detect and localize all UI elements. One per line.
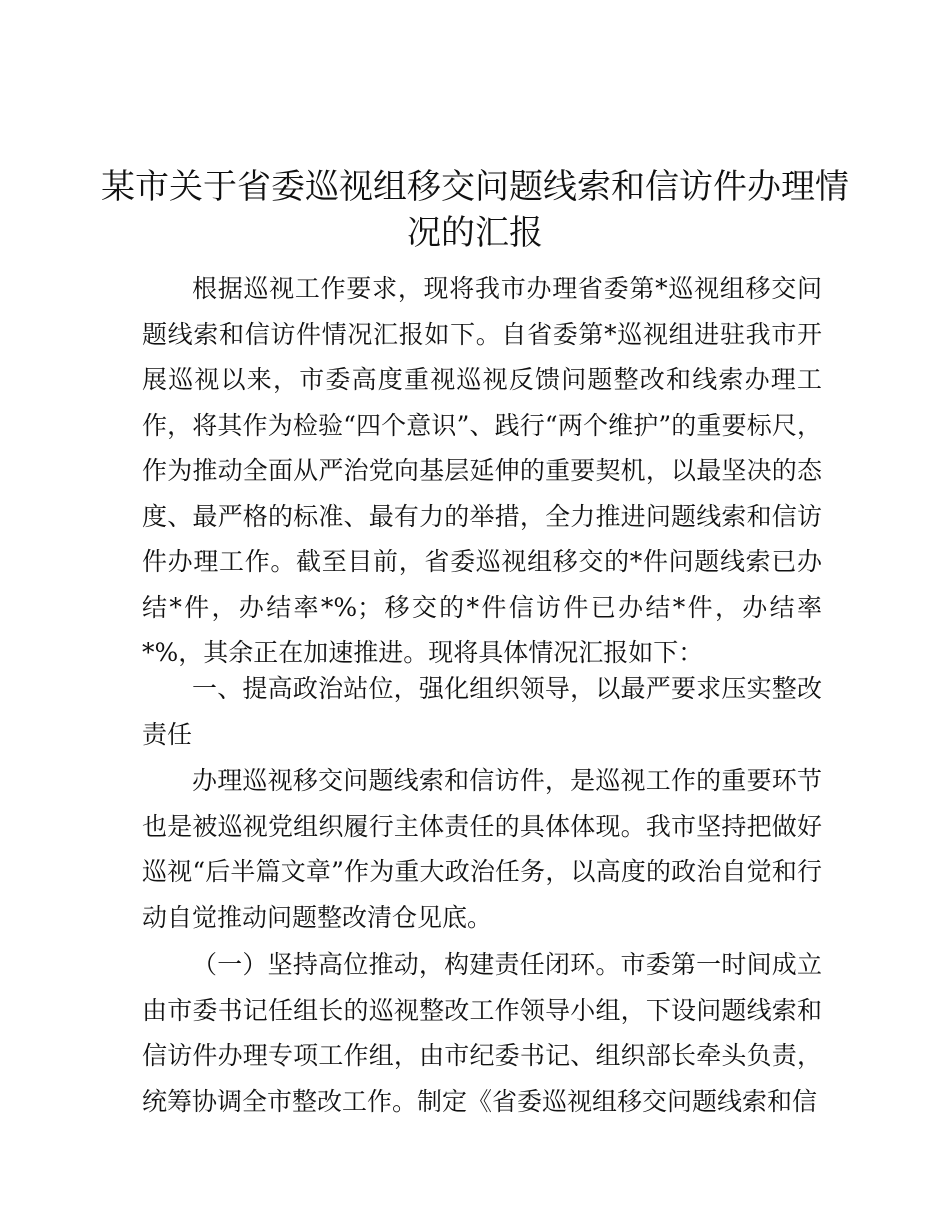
paragraph-section-1: 办理巡视移交问题线索和信访件，是巡视工作的重要环节也是被巡视党组织履行主体责任的具体体现。我市坚持把做好巡视“后半篇文章”作为重大政治任务，以高度的政治自觉和行动自觉推动问题整改清仓见底。: [142, 766, 822, 932]
section-heading-1: 一、提高政治站位，强化组织领导，以最严要求压实整改责任: [142, 674, 822, 749]
document-title: 某市关于省委巡视组移交问题线索和信访件办理情况的汇报: [101, 167, 849, 253]
paragraph-intro: 根据巡视工作要求，现将我市办理省委第*巡视组移交问题线索和信访件情况汇报如下。自省委第*巡视组进驻我市开展巡视以来，市委高度重视巡视反馈问题整改和线索办理工作，将其作为检验“四个意识”、践行“两个维护”的重要标尺，作为推动全面从严治党向基层延伸的重要契机，以最坚决的态度、最严格的标准、最有力的举措，全力推进问题线索和信访件办理工作。截至目前，省委巡视组移交的*件问题线索已办结*件，办结率*%；移交的*件信访件已办结*件，办结率*%，其余正在加速推进。现将具体情况汇报如下：: [142, 274, 822, 667]
paragraph-subsection-1: （一）坚持高位推动，构建责任闭环。市委第一时间成立由市委书记任组长的巡视整改工作领导小组，下设问题线索和信访件办理专项工作组，由市纪委书记、组织部长牵头负责，统筹协调全市整改工作。制定《省委巡视组移交问题线索和信: [142, 950, 822, 1116]
